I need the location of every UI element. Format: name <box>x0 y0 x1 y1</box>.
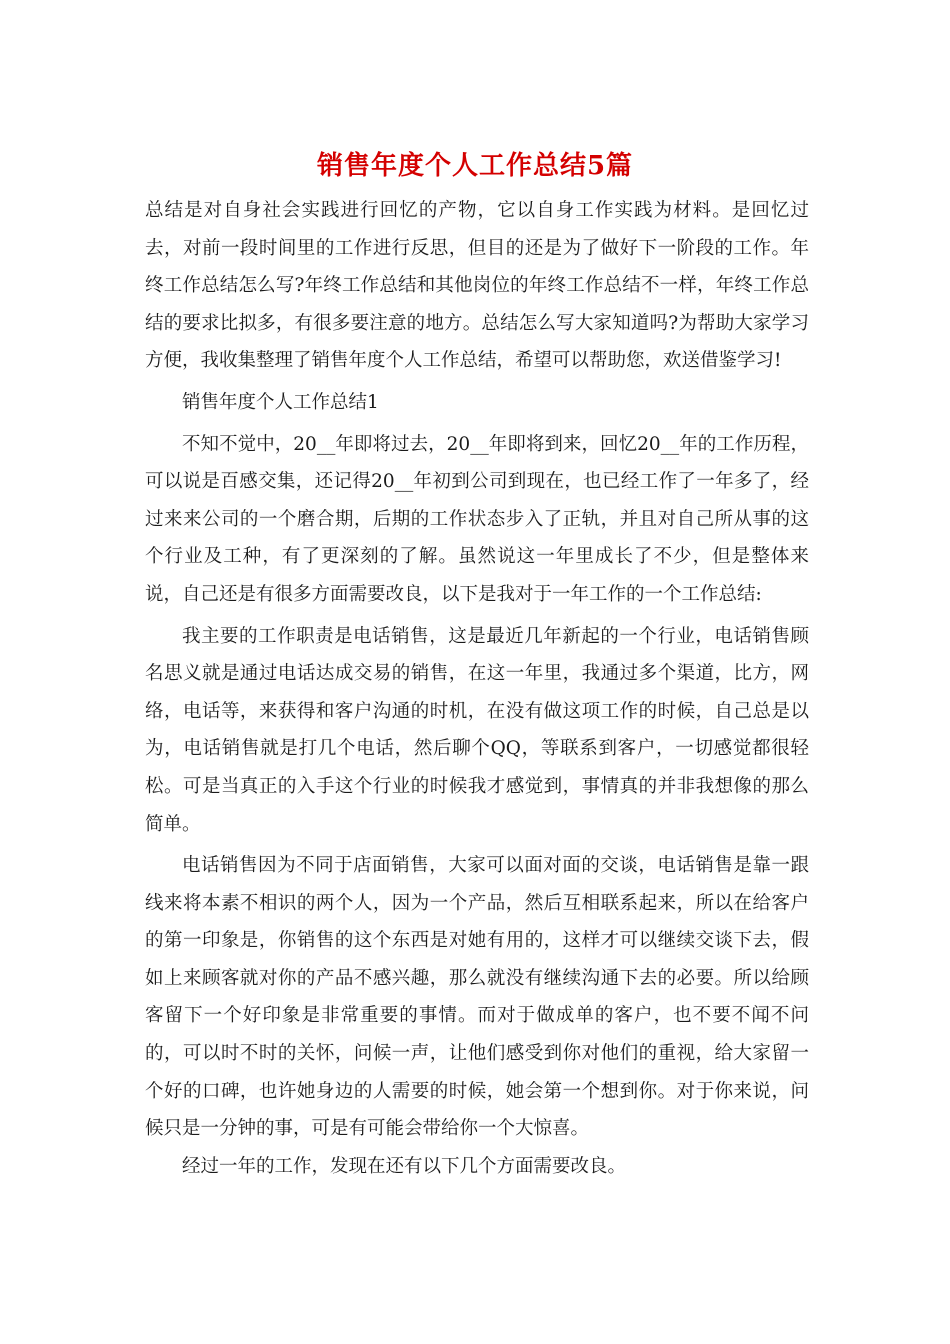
body-paragraph: 不知不觉中，20__年即将过去，20__年即将到来，回忆20__年的工作历程，可以说是百感交集，还记得20__年初到公司到现在，也已经工作了一年多了，经过来来公司的一个磨合期，后期的工作状态步入了正轨，并且对自己所从事的这个行业及工种，有了更深刻的了解。虽然说这一年里成长了不少，但是整体来说，自己还是有很多方面需要改良，以下是我对于一年工作的一个工作总结: <box>145 433 809 605</box>
body-paragraph: 经过一年的工作，发现在还有以下几个方面需要改良。 <box>182 1155 627 1177</box>
document-title: 销售年度个人工作总结5篇 <box>316 151 634 181</box>
body-paragraph: 我主要的工作职责是电话销售，这是最近几年新起的一个行业，电话销售顾名思义就是通过电话达成交易的销售，在这一年里，我通过多个渠道，比方，网络，电话等，来获得和客户沟通的时机，在没有做这项工作的时候，自己总是以为，电话销售就是打几个电话，然后聊个QQ，等联系到客户，一切感觉都很轻松。可是当真正的入手这个行业的时候我才感觉到，事情真的并非我想像的那么简单。 <box>145 625 809 835</box>
section-heading: 销售年度个人工作总结1 <box>182 391 379 413</box>
intro-paragraph: 总结是对自身社会实践进行回忆的产物，它以自身工作实践为材料。是回忆过去，对前一段时间里的工作进行反思，但目的还是为了做好下一阶段的工作。年终工作总结怎么写?年终工作总结和其他岗位的年终工作总结不一样，年终工作总结的要求比拟多，有很多要注意的地方。总结怎么写大家知道吗?为帮助大家学习方便，我收集整理了销售年度个人工作总结，希望可以帮助您，欢送借鉴学习! <box>145 200 809 372</box>
document-body <box>145 192 809 1185</box>
body-paragraph: 电话销售因为不同于店面销售，大家可以面对面的交谈，电话销售是靠一跟线来将本素不相识的两个人，因为一个产品，然后互相联系起来，所以在给客户的第一印象是，你销售的这个东西是对她有用的，这样才可以继续交谈下去，假如上来顾客就对你的产品不感兴趣，那么就没有继续沟通下去的必要。所以给顾客留下一个好印象是非常重要的事情。而对于做成单的客户，也不要不闻不问的，可以时不时的关怀，问候一声，让他们感受到你对他们的重视，给大家留一个好的口碑，也许她身边的人需要的时候，她会第一个想到你。对于你来说，问候只是一分钟的事，可是有可能会带给你一个大惊喜。 <box>145 855 809 1140</box>
